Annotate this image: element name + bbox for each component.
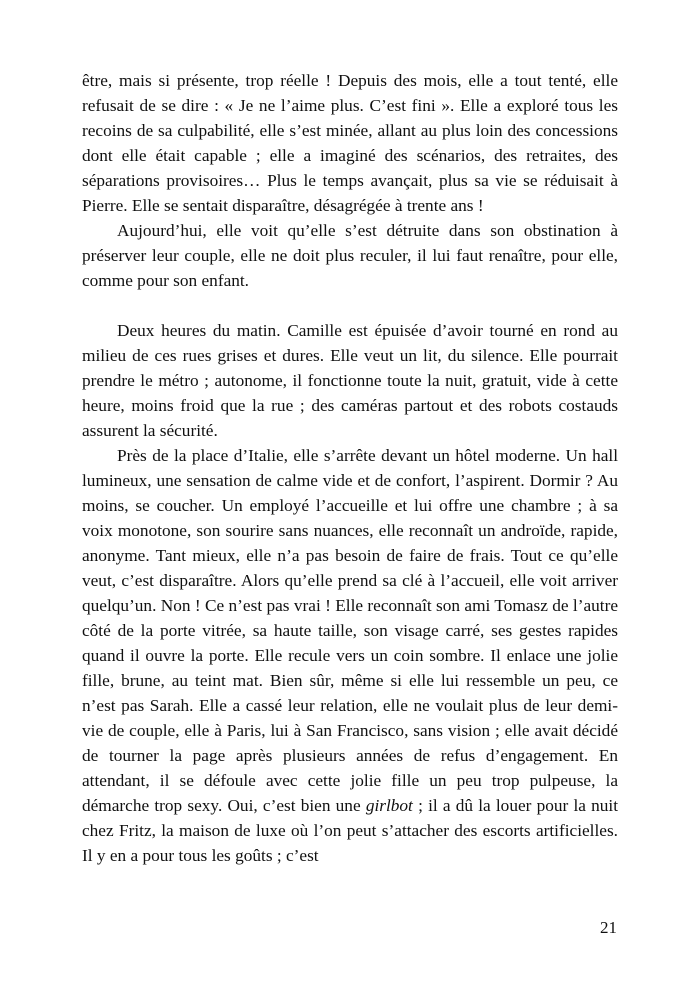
paragraph-3: Deux heures du matin. Camille est épuisée d’avoir tourné en rond au milieu de ces rues grises et dures. Elle veut un lit, du silence. Elle pourrait prendre le métro ; autonome, il fonctionne toute la nuit, gratuit, vide à cette heure, moins froid que la rue ; des caméras partout et des robots costauds assurent la sécurité. (82, 321, 618, 440)
paragraph-4-italic-word: girlbot (365, 796, 413, 815)
page-body (82, 68, 618, 868)
paragraph-4-text-end: ; il a dû la louer pour la nuit chez Fritz, la maison de luxe où l’on peut s’attacher des escorts artificielles. Il y en a pour tous les goûts ; c’est (82, 796, 618, 865)
paragraph-1: être, mais si présente, trop réelle ! Depuis des mois, elle a tout tenté, elle refusait de se dire : « Je ne l’aime plus. C’est fini ». Elle a exploré tous les recoins de sa culpabilité, elle s’est minée, allant au plus loin des concessions dont elle était capable ; elle a imaginé des scénarios, des retraites, des séparations provisoires… Plus le temps avançait, plus sa vie se réduisait à Pierre. Elle se sentait disparaître, désagrégée à trente ans ! (82, 71, 618, 215)
paragraph-2: Aujourd’hui, elle voit qu’elle s’est détruite dans son obstination à préserver leur couple, elle ne doit plus reculer, il lui faut renaître, pour elle, comme pour son enfant. (82, 221, 618, 290)
page-number: 21 (600, 918, 617, 937)
paragraph-4 (82, 443, 618, 868)
paragraph-4-text-start: Près de la place d’Italie, elle s’arrête devant un hôtel moderne. Un hall lumineux, une sensation de calme vide et de confort, l’aspirent. Dormir ? Au moins, se coucher. Un employé l’accueille et lui offre une chambre ; à sa voix monotone, son sourire sans nuances, elle reconnaît un androïde, rapide, anonyme. Tant mieux, elle n’a pas besoin de faire de frais. Tout ce qu’elle veut, c’est disparaître. Alors qu’elle prend sa clé à l’accueil, elle voit arriver quelqu’un. Non ! Ce n’est pas vrai ! Elle reconnaît son ami Tomasz de l’autre côté de la porte vitrée, sa haute taille, son visage carré, ses gestes rapides quand il ouvre la porte. Elle recule vers un coin sombre. Il enlace une jolie fille, brune, au teint mat. Bien sûr, même si elle lui ressemble un peu, ce n’est pas Sarah. Elle a cassé leur relation, elle ne voulait plus de leur demi-vie de couple, elle à Paris, lui à San Francisco, sans vision ; elle avait décidé de tourner la page après plusieurs années de refus d’engagement. En attendant, il se défoule avec cette jolie fille un peu trop pulpeuse, la démarche trop sexy. Oui, c’est bien une (82, 446, 618, 815)
